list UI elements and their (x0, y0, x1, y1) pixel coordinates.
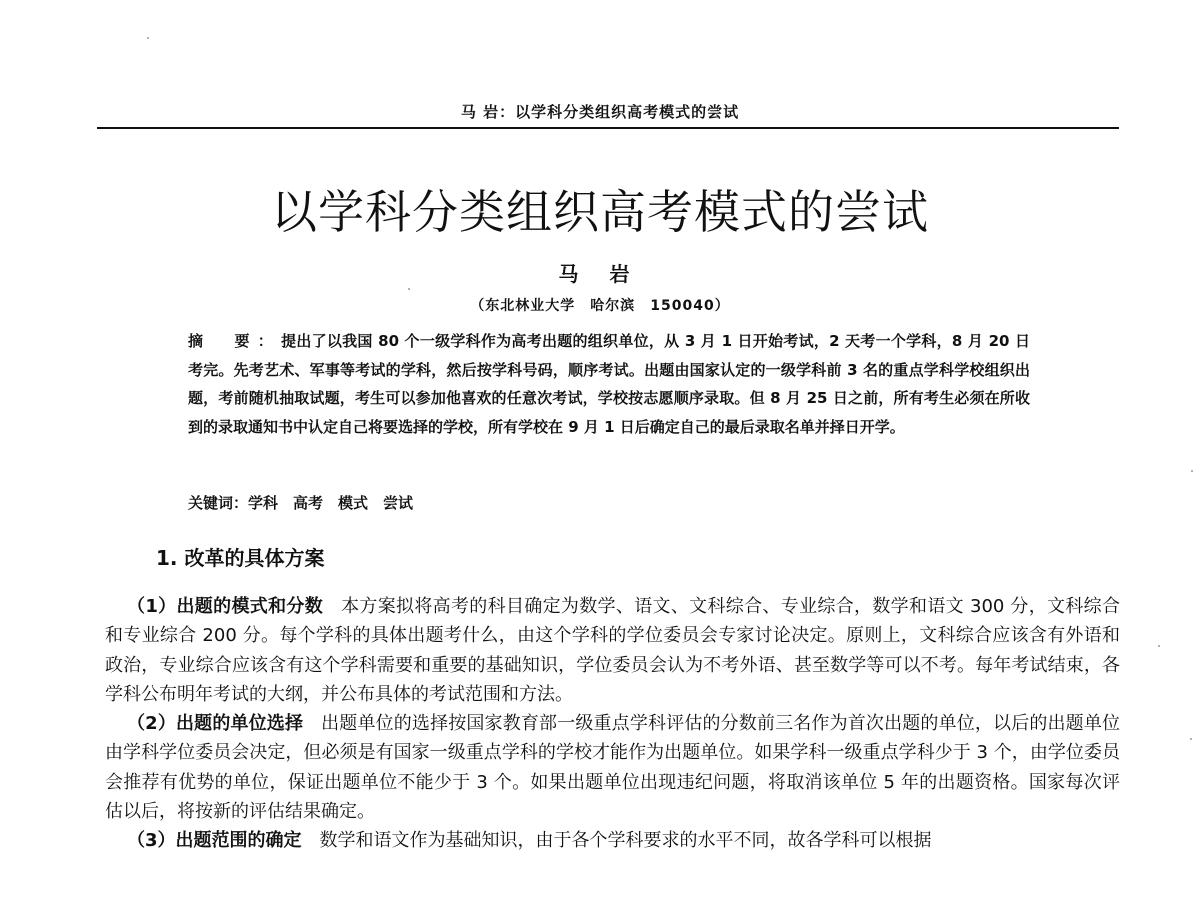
section-heading: 1. 改革的具体方案 (156, 546, 325, 570)
keywords-text: 学科 高考 模式 尝试 (248, 494, 414, 512)
paragraph-text: 本方案拟将高考的科目确定为数学、语文、文科综合、专业综合，数学和语文 300 分，文科综合和专业综合 200 分。每个学科的具体出题考什么，由这个学科的学位委员会专家讨论决定。原则上，文科综合应该含有外语和政治，专业综合应该含有这个学科需要和重要的基础知识，学位委员会认为不考外语、甚至数学等可以不考。每年考试结束，各学科公布明年考试的大纲，并公布具体的考试范围和方法。 (105, 596, 1121, 705)
keywords-line (188, 492, 413, 513)
paragraph-subheading: （1）出题的模式和分数 (127, 596, 324, 617)
paragraph-2 (105, 709, 1120, 826)
header-rule (97, 127, 1119, 129)
paragraph-subheading: （2）出题的单位选择 (127, 713, 304, 735)
scan-speck (1190, 738, 1192, 740)
scan-speck (1191, 470, 1193, 472)
scan-speck (1158, 645, 1160, 647)
scan-speck (147, 37, 149, 39)
author-affiliation: （东北林业大学 哈尔滨 150040） (470, 298, 730, 314)
paragraph-text: 数学和语文作为基础知识，由于各个学科要求的水平不同，故各学科可以根据 (319, 830, 932, 852)
scan-speck (408, 288, 410, 290)
paper-title: 以学科分类组织高考模式的尝试 (271, 185, 929, 239)
paragraph-text: 出题单位的选择按国家教育部一级重点学科评估的分数前三名作为首次出题的单位，以后的出题单位由学科学位委员会决定，但必须是有国家一级重点学科的学校才能作为出题单位。如果学科一级重点学科少于 3 个，由学位委员会推荐有优势的单位，保证出题单位不能少于 3 个。如果出题单位出现违纪问题，将取消该单位 5 年的出题资格。国家每次评估以后，将按新的评估结果确定。 (105, 713, 1120, 823)
paragraph-3 (105, 826, 1120, 855)
author-name: 马 岩 (558, 262, 642, 286)
paragraph-subheading: （3）出题范围的确定 (127, 830, 302, 852)
abstract-text: 提出了以我国 80 个一级学科作为高考出题的组织单位，从 3 月 1 日开始考试，2 天考一个学科，8 月 20 日考完。先考艺术、军事等考试的学科，然后按学科号码，顺序考试。出题由国家认定的一级学科前 3 名的重点学科学校组织出题，考前随机抽取试题，考生可以参加他喜欢的任意次考试，学校按志愿顺序录取。但 8 月 25 日之前，所有考生必须在所收到的录取通知书中认定自己将要选择的学校，所有学校在 9 月 1 日后确定自己的最后录取名单并择日开学。 (188, 332, 1030, 436)
paragraph-1 (105, 592, 1120, 709)
abstract-block (188, 327, 1030, 441)
abstract-label: 摘 要： (188, 332, 282, 350)
running-head: 马 岩：以学科分类组织高考模式的尝试 (460, 103, 740, 121)
keywords-label: 关键词： (188, 494, 249, 512)
body-text (105, 592, 1120, 856)
